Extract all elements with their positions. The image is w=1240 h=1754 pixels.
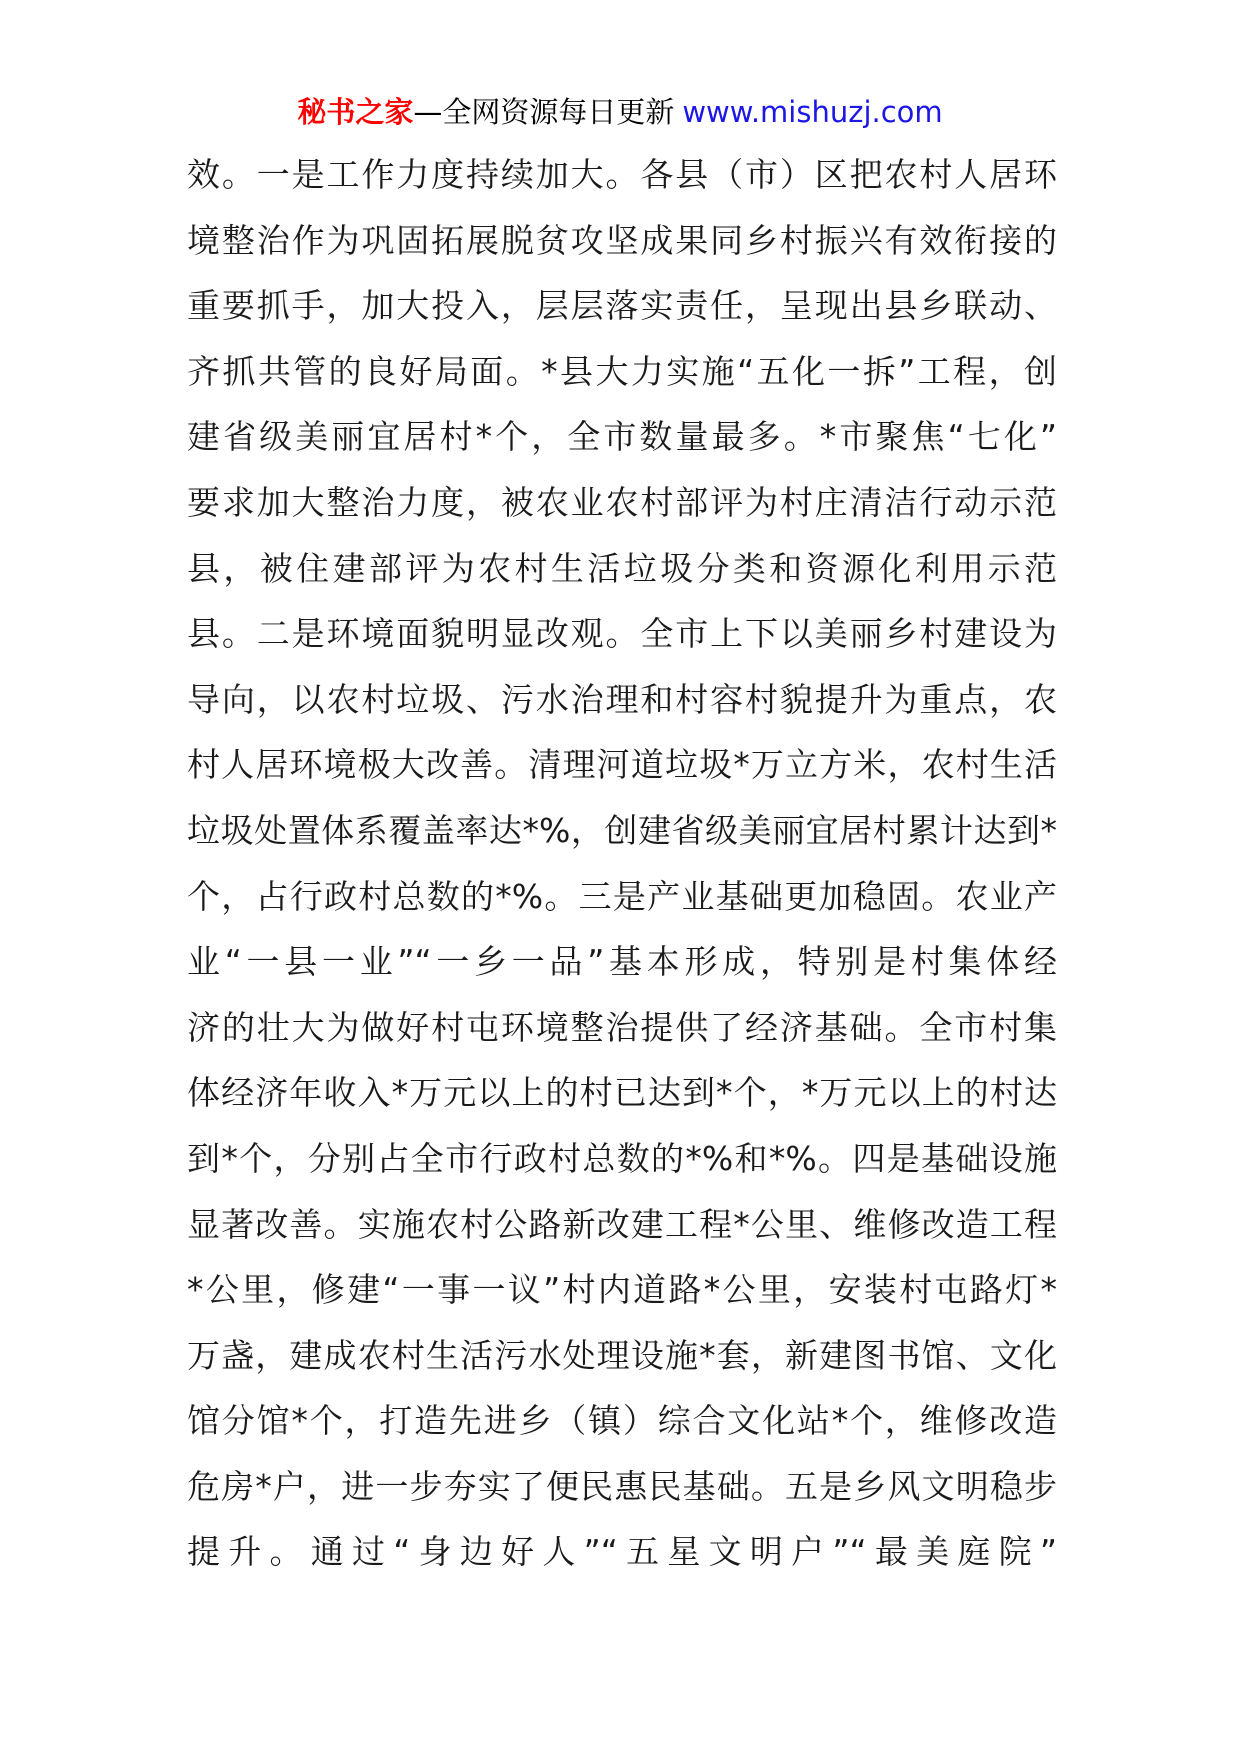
text-line: 村人居环境极大改善。清理河道垃圾*万立方米，农村生活 [187,745,1057,785]
text-line: 齐抓共管的良好局面。*县大力实施“五化一拆”工程，创 [187,351,1057,391]
site-header [0,92,1240,132]
text-line: 馆分馆*个，打造先进乡（镇）综合文化站*个，维修改造 [187,1401,1057,1441]
brand-name: 秘书之家 [297,95,414,129]
text-line: 个，占行政村总数的*%。三是产业基础更加稳固。农业产 [187,876,1057,916]
text-line: 导向，以农村垃圾、污水治理和村容村貌提升为重点，农 [187,679,1057,719]
document-body [187,142,1057,1585]
text-line: 重要抓手，加大投入，层层落实责任，呈现出县乡联动、 [187,286,1057,326]
text-line: 垃圾处置体系覆盖率达*%，创建省级美丽宜居村累计达到* [187,810,1057,850]
text-line: 到*个，分别占全市行政村总数的*%和*%。四是基础设施 [187,1138,1057,1178]
text-line: 万盏，建成农村生活污水处理设施*套，新建图书馆、文化 [187,1335,1057,1375]
site-url-link[interactable]: www.mishuzj.com [682,95,943,129]
text-line: 业“一县一业”“一乡一品”基本形成，特别是村集体经 [187,942,1057,982]
text-line: 效。一是工作力度持续加大。各县（市）区把农村人居环 [187,155,1057,194]
text-line: 县。二是环境面貌明显改观。全市上下以美丽乡村建设为 [187,614,1057,654]
text-line: 体经济年收入*万元以上的村已达到*个，*万元以上的村达 [187,1073,1057,1113]
text-line: 济的壮大为做好村屯环境整治提供了经济基础。全市村集 [187,1007,1057,1047]
text-line: 提升。通过“身边好人”“五星文明户”“最美庭院” [187,1532,1057,1572]
text-line: *公里，修建“一事一议”村内道路*公里，安装村屯路灯* [187,1270,1057,1310]
text-line: 县，被住建部评为农村生活垃圾分类和资源化利用示范 [187,548,1057,588]
text-line: 显著改善。实施农村公路新改建工程*公里、维修改造工程 [187,1204,1057,1244]
header-tagline: —全网资源每日更新 [413,95,675,129]
text-line: 危房*户，进一步夯实了便民惠民基础。五是乡风文明稳步 [187,1466,1057,1506]
text-line: 建省级美丽宜居村*个，全市数量最多。*市聚焦“七化” [187,417,1057,457]
text-line: 境整治作为巩固拓展脱贫攻坚成果同乡村振兴有效衔接的 [187,220,1057,260]
text-line: 要求加大整治力度，被农业农村部评为村庄清洁行动示范 [187,482,1057,522]
